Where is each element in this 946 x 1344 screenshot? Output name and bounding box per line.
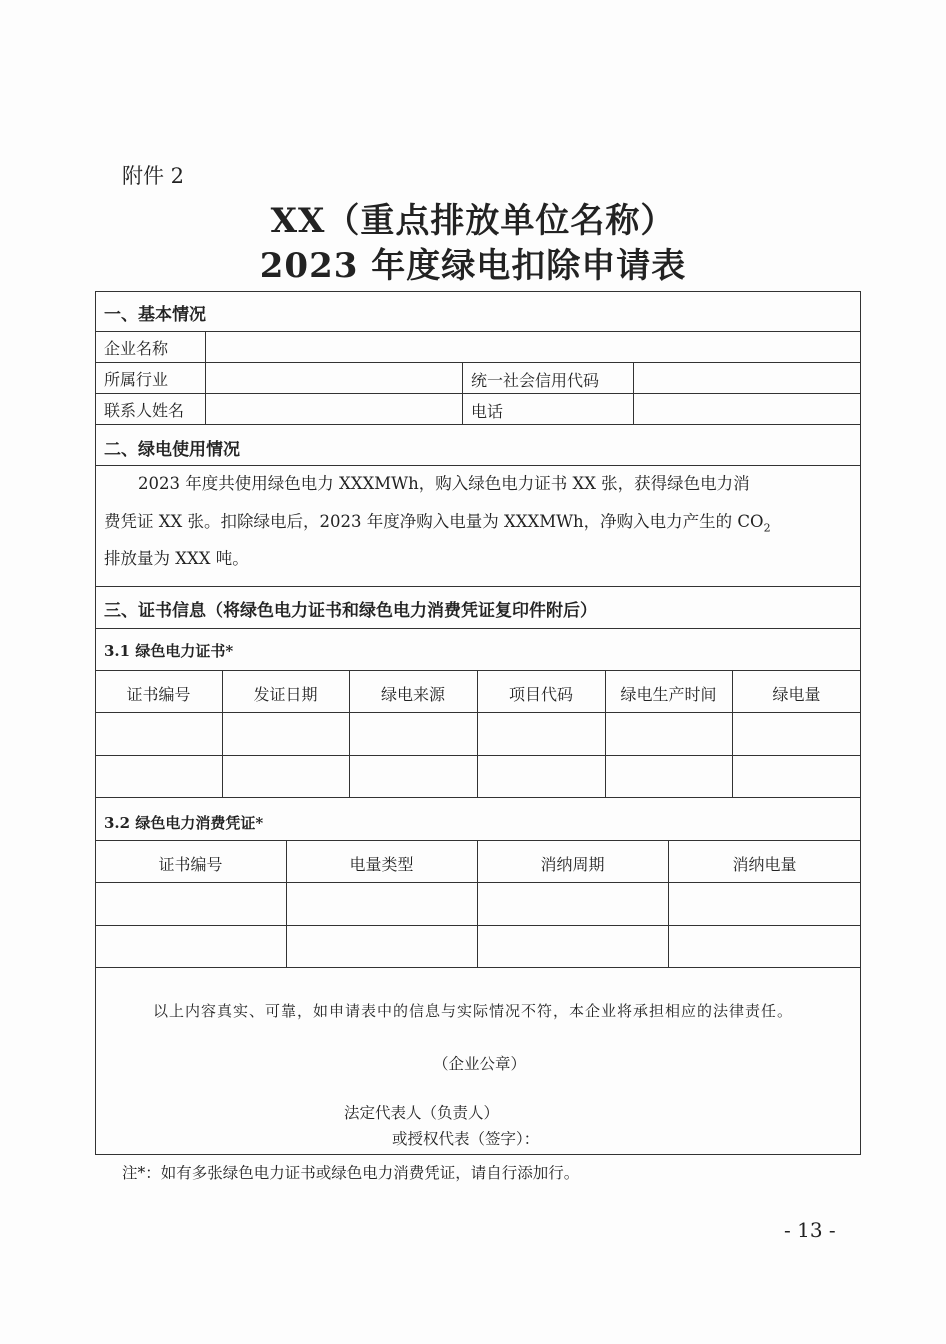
authorized-representative-signature: 或授权代表（签字）： bbox=[392, 1130, 540, 1148]
phone-label: 电话 bbox=[471, 402, 504, 421]
legal-representative-label: 法定代表人（负责人） bbox=[344, 1104, 500, 1122]
cert-col-source: 绿电来源 bbox=[380, 685, 445, 704]
page-number: - 13 - bbox=[784, 1218, 836, 1242]
section-basic-info-heading: 一、基本情况 bbox=[104, 305, 206, 325]
cert-col-issue-date: 发证日期 bbox=[253, 685, 318, 704]
row-divider bbox=[95, 586, 861, 587]
industry-field[interactable] bbox=[207, 364, 461, 392]
voucher-col-power-type: 电量类型 bbox=[349, 855, 414, 874]
green-power-usage-line1: 2023 年度共使用绿色电力 XXXMWh，购入绿色电力证书 XX 张，获得绿色电力消 bbox=[138, 474, 750, 493]
form-title-line1: XX（重点排放单位名称） bbox=[270, 201, 676, 241]
company-name-field[interactable] bbox=[207, 333, 859, 361]
cert-col-quantity: 绿电量 bbox=[772, 685, 821, 704]
row-divider bbox=[95, 755, 861, 756]
credit-code-label: 统一社会信用代码 bbox=[471, 371, 600, 390]
voucher-col-amount: 消纳电量 bbox=[732, 855, 797, 874]
cert-col-production-time: 绿电生产时间 bbox=[620, 685, 717, 704]
row-divider bbox=[95, 840, 861, 841]
section-green-power-heading: 二、绿电使用情况 bbox=[104, 440, 240, 460]
row-divider bbox=[95, 362, 861, 363]
contact-name-field[interactable] bbox=[207, 395, 461, 423]
cert-table-row[interactable] bbox=[97, 714, 859, 754]
row-divider bbox=[95, 967, 861, 968]
row-divider bbox=[95, 925, 861, 926]
voucher-table-row[interactable] bbox=[97, 884, 859, 924]
row-divider bbox=[95, 331, 861, 332]
column-divider bbox=[633, 362, 634, 424]
form-title-line2: 2023 年度绿电扣除申请表 bbox=[259, 246, 687, 286]
voucher-col-number: 证书编号 bbox=[158, 855, 223, 874]
row-divider bbox=[95, 882, 861, 883]
row-divider bbox=[95, 670, 861, 671]
cert-col-project-code: 项目代码 bbox=[508, 685, 573, 704]
industry-label: 所属行业 bbox=[104, 370, 169, 389]
column-divider bbox=[462, 362, 463, 424]
company-name-label: 企业名称 bbox=[104, 339, 169, 358]
column-divider bbox=[205, 331, 206, 424]
attachment-label: 附件 2 bbox=[122, 164, 185, 188]
company-seal-label: （企业公章） bbox=[433, 1055, 527, 1073]
row-divider bbox=[95, 712, 861, 713]
contact-name-label: 联系人姓名 bbox=[104, 401, 185, 420]
voucher-table-row[interactable] bbox=[97, 927, 859, 966]
consumption-voucher-subheading: 3.2 绿色电力消费凭证* bbox=[104, 814, 264, 832]
green-power-usage-line2 bbox=[104, 504, 854, 546]
usage-line2-text: 费凭证 XX 张。扣除绿电后，2023 年度净购入电量为 XXXMWh，净购入电力产生的 CO bbox=[104, 512, 764, 531]
row-divider bbox=[95, 393, 861, 394]
row-divider bbox=[95, 628, 861, 629]
phone-field[interactable] bbox=[635, 395, 859, 423]
cert-col-number: 证书编号 bbox=[126, 685, 191, 704]
voucher-col-period: 消纳周期 bbox=[540, 855, 605, 874]
section-certificate-heading: 三、证书信息（将绿色电力证书和绿色电力消费凭证复印件附后） bbox=[104, 601, 597, 621]
green-cert-subheading: 3.1 绿色电力证书* bbox=[104, 642, 234, 660]
green-power-usage-line3: 排放量为 XXX 吨。 bbox=[104, 549, 249, 568]
row-divider bbox=[95, 424, 861, 425]
cert-table-row[interactable] bbox=[97, 757, 859, 796]
co2-subscript: 2 bbox=[763, 521, 771, 535]
row-divider bbox=[95, 797, 861, 798]
footnote: 注*：如有多张绿色电力证书或绿色电力消费凭证，请自行添加行。 bbox=[122, 1164, 580, 1182]
credit-code-field[interactable] bbox=[635, 364, 859, 392]
legal-declaration: 以上内容真实、可靠，如申请表中的信息与实际情况不符，本企业将承担相应的法律责任。 bbox=[152, 1002, 793, 1020]
